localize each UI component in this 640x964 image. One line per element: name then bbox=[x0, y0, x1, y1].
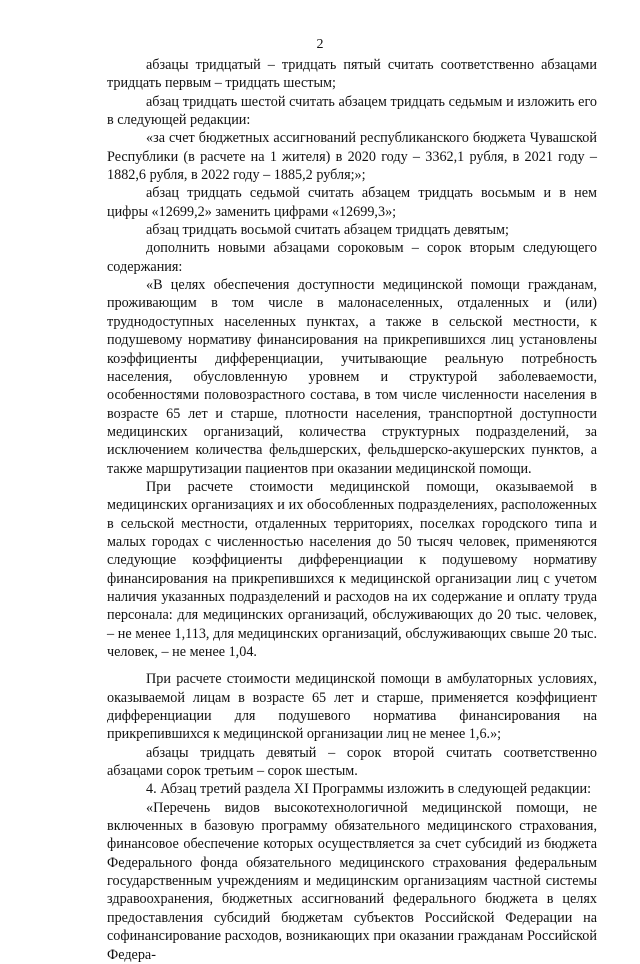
paragraph-3: «за счет бюджетных ассигнований республиканского бюджета Чувашской Республики (в расчете на 1 жителя) в 2020 году – 3362,1 рубля, в 2021 году – 1882,6 рубля, в 2022 году – 1885,2 рубля;»; bbox=[107, 130, 597, 184]
page-number: 2 bbox=[316, 37, 324, 52]
paragraph-1: абзацы тридцатый – тридцать пятый считать соответственно абзацами тридцать первым – тридцать шестым; bbox=[107, 57, 597, 92]
paragraph-6: дополнить новыми абзацами сороковым – сорок вторым следующего содержания: bbox=[107, 240, 597, 275]
paragraph-12: «Перечень видов высокотехнологичной медицинской помощи, не включенных в базовую программу обязательного медицинского страхования, финансовое обеспечение которых осуществляется за счет субсидий из бюджета Федерального фонда обязательного медицинского страхования федеральным государственным учреждениям и медицинским организациям частной системы здравоохранения, бюджетных ассигнований федерального бюджета в целях предоставления субсидий бюджетам субъектов Российской Федерации на софинансирование расходов, возникающих при оказании гражданам Российской Федера- bbox=[107, 799, 597, 963]
paragraph-10: абзацы тридцать девятый – сорок второй считать соответственно абзацами сорок третьим – сорок шестым. bbox=[107, 744, 597, 780]
paragraph-2: абзац тридцать шестой считать абзацем тридцать седьмым и изложить его в следующей редакции: bbox=[107, 93, 597, 129]
paragraph-11: 4. Абзац третий раздела XI Программы изложить в следующей редакции: bbox=[146, 781, 592, 798]
paragraph-8: При расчете стоимости медицинской помощи, оказываемой в медицинских организациях и их обособленных подразделениях, расположенных в сельской местности, отдаленных территориях, поселках городского типа и малых городах с численностью населения до 50 тысяч человек, применяются следующие коэффициенты дифференциации к подушевому нормативу финансирования на прикрепившихся к медицинской организации лиц с учетом наличия указанных подразделений и расходов на их содержание и оплату труда персонала: для медицинских организаций, обслуживающих до 20 тыс. человек, – не менее 1,113, для медицинских организаций, обслуживающих свыше 20 тыс. человек, – не менее 1,04. bbox=[107, 478, 597, 660]
paragraph-7: «В целях обеспечения доступности медицинской помощи гражданам, проживающим в том числе в малонаселенных, отдаленных и (или) труднодоступных населенных пунктах, а также в сельской местности, к подушевому нормативу финансирования на прикрепившихся лиц установлены коэффициенты дифференциации, учитывающие реальную потребность населения, обусловленную уровнем и структурой заболеваемости, особенностями половозрастного состава, в том числе численности населения в возрасте 65 лет и старше, плотности населения, транспортной доступности медицинских организаций, количества структурных подразделений, за исключением количества фельдшерских, фельдшерско-акушерских пунктов, а также маршрутизации пациентов при оказании медицинской помощи. bbox=[107, 277, 597, 477]
paragraph-5: абзац тридцать восьмой считать абзацем тридцать девятым; bbox=[146, 222, 509, 239]
document-body bbox=[107, 56, 597, 964]
paragraph-9: При расчете стоимости медицинской помощи в амбулаторных условиях, оказываемой лицам в возрасте 65 лет и старше, применяется коэффициент дифференциации для подушевого норматива финансирования на прикрепившихся к медицинской организации лиц не менее 1,6.»; bbox=[107, 671, 597, 743]
paragraph-4: абзац тридцать седьмой считать абзацем тридцать восьмым и в нем цифры «12699,2» заменить цифрами «12699,3»; bbox=[107, 185, 597, 220]
